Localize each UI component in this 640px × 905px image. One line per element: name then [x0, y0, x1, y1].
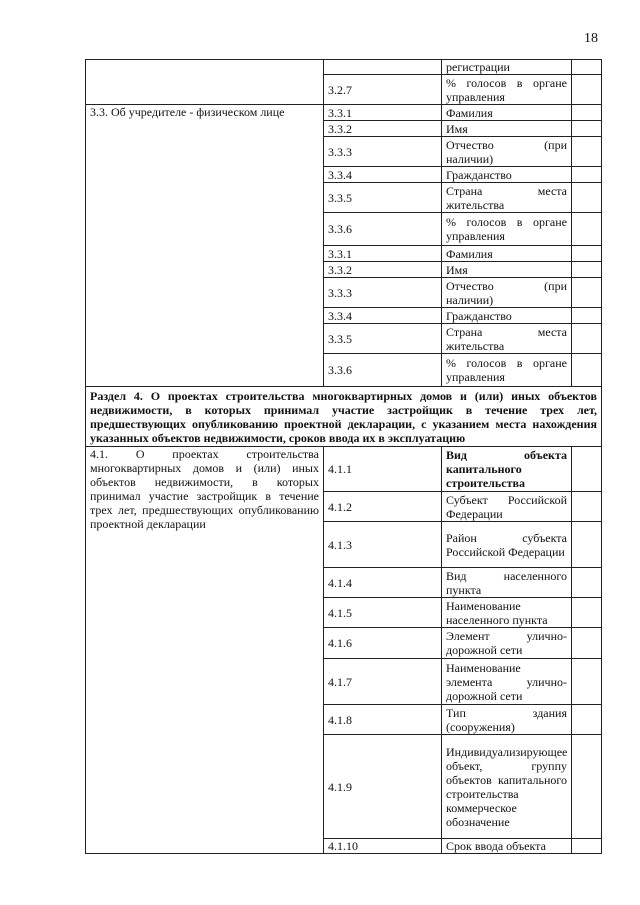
row-field: Наименование населенного пункта [442, 598, 572, 628]
row-field: % голосов в органе управления [442, 213, 572, 246]
row-code: 4.1.10 [324, 839, 442, 854]
row-field: Имя [442, 262, 572, 278]
value-cell [572, 213, 602, 246]
row-code: 3.3.3 [324, 278, 442, 308]
row-field: Субъект Российской Федерации [442, 492, 572, 522]
row-code: 4.1.2 [324, 492, 442, 522]
table-row [86, 60, 602, 75]
value-cell [572, 60, 602, 75]
row-field: Фамилия [442, 246, 572, 262]
value-cell [572, 75, 602, 105]
value-cell [572, 137, 602, 167]
row-code: 3.3.3 [324, 137, 442, 167]
row-field: Страна места жительства [442, 183, 572, 213]
table-row [86, 447, 602, 492]
row-code: 4.1.6 [324, 628, 442, 659]
row-field: Страна места жительства [442, 324, 572, 354]
row-code: 3.3.2 [324, 262, 442, 278]
value-cell [572, 308, 602, 324]
value-cell [572, 735, 602, 839]
row-code: 3.3.1 [324, 246, 442, 262]
row-code: 4.1.5 [324, 598, 442, 628]
empty-cell [86, 60, 324, 105]
value-cell [572, 839, 602, 854]
row-code: 3.3.4 [324, 308, 442, 324]
table-row [86, 105, 602, 121]
row-code: 3.3.5 [324, 324, 442, 354]
group-3-3-heading: 3.3. Об учредителе - физическом лице [86, 105, 324, 387]
value-cell [572, 105, 602, 121]
row-code: 4.1.9 [324, 735, 442, 839]
row-code: 3.3.6 [324, 354, 442, 387]
row-field: Тип здания (сооружения) [442, 705, 572, 735]
row-field: Индивидуализирующее объект, группу объектов капитального строительства коммерческое обозначение [442, 735, 572, 839]
row-field: Район субъекта Российской Федерации [442, 522, 572, 568]
value-cell [572, 628, 602, 659]
value-cell [572, 167, 602, 183]
row-code: 3.2.7 [324, 75, 442, 105]
row-field: Отчество (при наличии) [442, 278, 572, 308]
row-field: Наименование элемента улично-дорожной сети [442, 659, 572, 705]
value-cell [572, 659, 602, 705]
row-field: Фамилия [442, 105, 572, 121]
row-field: Гражданство [442, 308, 572, 324]
value-cell [572, 568, 602, 598]
row-code: 3.3.5 [324, 183, 442, 213]
row-code: 4.1.7 [324, 659, 442, 705]
row-field: Срок ввода объекта [442, 839, 572, 854]
row-code: 3.3.6 [324, 213, 442, 246]
value-cell [572, 278, 602, 308]
row-code: 3.3.1 [324, 105, 442, 121]
row-field: Имя [442, 121, 572, 137]
table-row [86, 387, 602, 447]
value-cell [572, 447, 602, 492]
value-cell [572, 492, 602, 522]
value-cell [572, 598, 602, 628]
row-field: Вид объекта капитального строительства [442, 447, 572, 492]
row-field: Отчество (при наличии) [442, 137, 572, 167]
value-cell [572, 705, 602, 735]
section-4-title: Раздел 4. О проектах строительства многоквартирных домов и (или) иных объектов недвижимости, в которых принимал участие застройщик в течение трех лет, предшествующих опубликованию проектной декларации, с указанием места нахождения указанных объектов недвижимости, сроков ввода их в эксплуатацию [86, 387, 602, 447]
row-code: 4.1.8 [324, 705, 442, 735]
value-cell [572, 183, 602, 213]
page-number: 18 [584, 31, 598, 46]
row-field: Элемент улично-дорожной сети [442, 628, 572, 659]
row-code: 4.1.1 [324, 447, 442, 492]
row-code: 4.1.4 [324, 568, 442, 598]
row-field: % голосов в органе управления [442, 354, 572, 387]
row-code [324, 60, 442, 75]
value-cell [572, 324, 602, 354]
value-cell [572, 262, 602, 278]
row-field: регистрации [442, 60, 572, 75]
value-cell [572, 121, 602, 137]
row-code: 4.1.3 [324, 522, 442, 568]
group-4-1-heading: 4.1. О проектах строительства многоквартирных домов и (или) иных объектов недвижимости, в которых принимал участие застройщик в течение трех лет, предшествующих опубликованию проектной декларации [86, 447, 324, 854]
row-code: 3.3.4 [324, 167, 442, 183]
row-code: 3.3.2 [324, 121, 442, 137]
row-field: Вид населенного пункта [442, 568, 572, 598]
row-field: Гражданство [442, 167, 572, 183]
value-cell [572, 246, 602, 262]
value-cell [572, 522, 602, 568]
row-field: % голосов в органе управления [442, 75, 572, 105]
declaration-table [85, 59, 602, 854]
value-cell [572, 354, 602, 387]
